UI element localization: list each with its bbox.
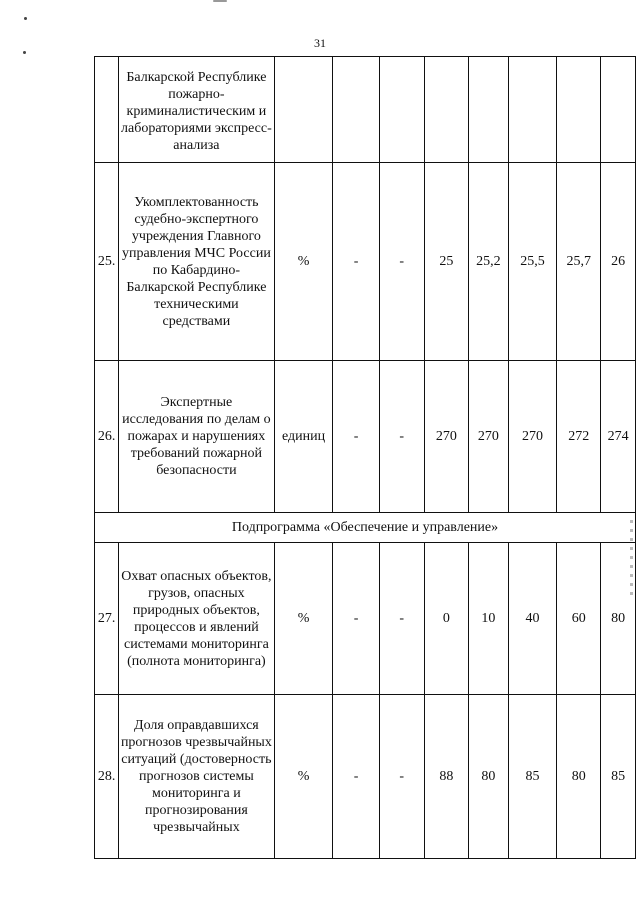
scan-speck: [23, 51, 26, 54]
indicators-table: [94, 56, 636, 859]
value-cell: 0: [424, 543, 468, 695]
value-cell: 25,2: [468, 163, 508, 361]
row-name-cell: Укомплектованность судебно-экспертного учреждения Главного управления МЧС России по Кабардино-Балкарской Республике техническими средствами: [119, 163, 274, 361]
unit-cell: %: [274, 695, 333, 859]
value-cell: -: [333, 361, 379, 513]
row-number-cell: 25.: [95, 163, 119, 361]
subprogram-title: Подпрограмма «Обеспечение и управление»: [95, 513, 636, 543]
table-row: [95, 163, 636, 361]
value-cell: [468, 57, 508, 163]
value-cell: 80: [468, 695, 508, 859]
unit-cell: %: [274, 163, 333, 361]
value-cell: 272: [557, 361, 601, 513]
value-cell: -: [379, 361, 424, 513]
value-cell: 60: [557, 543, 601, 695]
value-cell: 88: [424, 695, 468, 859]
value-cell: 80: [601, 543, 636, 695]
value-cell: [424, 57, 468, 163]
value-cell: -: [379, 695, 424, 859]
value-cell: -: [333, 163, 379, 361]
unit-cell: [274, 57, 333, 163]
value-cell: 274: [601, 361, 636, 513]
value-cell: [379, 57, 424, 163]
value-cell: 85: [601, 695, 636, 859]
value-cell: 10: [468, 543, 508, 695]
value-cell: [557, 57, 601, 163]
subprogram-row: [95, 513, 636, 543]
unit-cell: единиц: [274, 361, 333, 513]
value-cell: 270: [424, 361, 468, 513]
value-cell: 25,5: [508, 163, 556, 361]
value-cell: -: [333, 543, 379, 695]
value-cell: 40: [508, 543, 556, 695]
value-cell: [508, 57, 556, 163]
value-cell: -: [333, 695, 379, 859]
row-number-cell: 27.: [95, 543, 119, 695]
row-name-cell: Доля оправдавшихся прогнозов чрезвычайных ситуаций (достоверность прогнозов системы мониторинга и прогнозирования чрезвычайных: [119, 695, 274, 859]
value-cell: -: [379, 543, 424, 695]
value-cell: 25: [424, 163, 468, 361]
row-number-cell: 28.: [95, 695, 119, 859]
scan-speck: [213, 0, 227, 2]
row-name-cell: Охват опасных объектов, грузов, опасных природных объектов, процессов и явлений системами мониторинга (полнота мониторинга): [119, 543, 274, 695]
value-cell: -: [379, 163, 424, 361]
row-name-cell: Экспертные исследования по делам о пожарах и нарушениях требований пожарной безопасности: [119, 361, 274, 513]
scan-speck: [24, 17, 27, 20]
value-cell: 25,7: [557, 163, 601, 361]
value-cell: 26: [601, 163, 636, 361]
table-row: [95, 361, 636, 513]
row-name-cell: Балкарской Республике пожарно-криминалистическим и лабораториями экспресс-анализа: [119, 57, 274, 163]
value-cell: 270: [508, 361, 556, 513]
value-cell: [601, 57, 636, 163]
row-number-cell: [95, 57, 119, 163]
table-row: [95, 543, 636, 695]
table-row-continued: [95, 57, 636, 163]
page-number: 31: [314, 36, 326, 50]
unit-cell: %: [274, 543, 333, 695]
row-number-cell: 26.: [95, 361, 119, 513]
table-row: [95, 695, 636, 859]
value-cell: 270: [468, 361, 508, 513]
value-cell: [333, 57, 379, 163]
value-cell: 85: [508, 695, 556, 859]
value-cell: 80: [557, 695, 601, 859]
